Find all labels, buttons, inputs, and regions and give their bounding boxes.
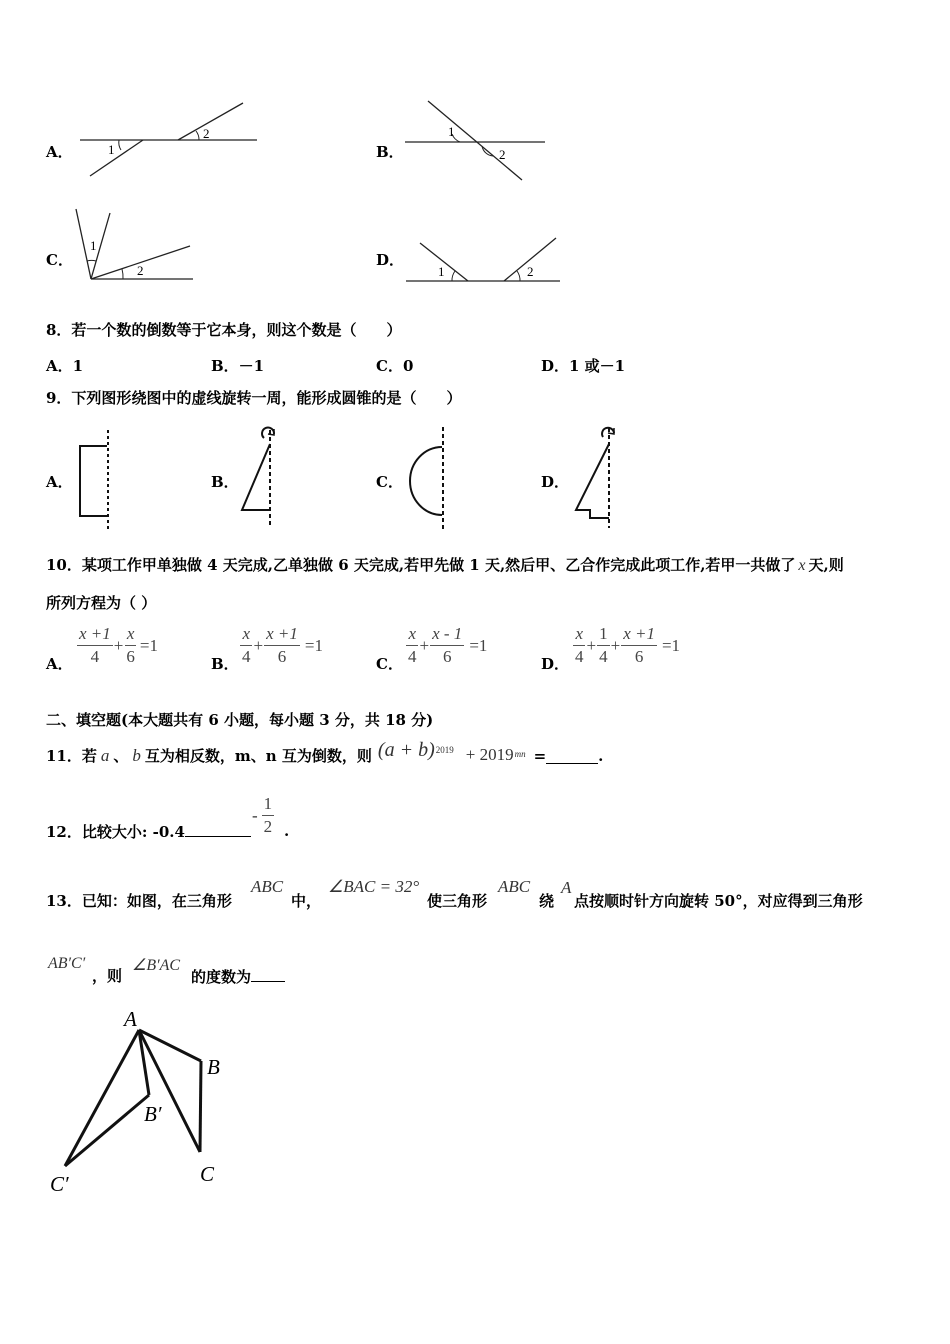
q13-mid3: 绕 — [539, 892, 555, 910]
q13-fig-label-c-prime: C′ — [50, 1172, 69, 1196]
q11-question: 11．若 a 、 b 互为相反数，m、n 互为倒数，则 (a + b) 2019 + 2019 mn = . — [46, 739, 604, 765]
q13-angle-bac: ∠BAC = 32° — [328, 877, 420, 896]
q13-suffix: 的度数为 — [191, 967, 285, 986]
q8-question: 8．若一个数的倒数等于它本身，则这个数是（ ） — [46, 321, 402, 339]
q7a-label-2: 2 — [203, 126, 210, 141]
q9-figure-b-triangle — [234, 424, 284, 532]
q10-equation-d: $\frac{x}{4}$ + $\frac{1}{4}$ + $\frac{x +1}{6}$ =1 — [575, 624, 681, 666]
svg-text:1: 1 — [90, 238, 97, 253]
q9-question: 9．下列图形绕图中的虚线旋转一周，能形成圆锥的是（ ） — [46, 389, 462, 407]
q13-comma: ，则 — [92, 967, 123, 985]
q9-option-a-label: A． — [46, 473, 73, 491]
svg-text:1: 1 — [438, 264, 445, 279]
q12-suffix: . — [284, 822, 290, 840]
q13-prefix: 13．已知：如图，在三角形 — [46, 892, 232, 910]
q12-answer-blank[interactable] — [185, 822, 251, 837]
q10-equation-b: $\frac{x}{4}$ + $\frac{x +1}{6}$ =1 — [242, 624, 323, 666]
q13-triangle-ab'c': AB′C′ — [48, 955, 86, 972]
q8-option-d: D．1 或－1 — [541, 357, 626, 375]
q9-figure-d-polygon — [570, 420, 625, 532]
svg-text:2: 2 — [527, 264, 534, 279]
q13-fig-label-c: C — [200, 1162, 215, 1186]
q10-equation-a: $\frac{x +1}{4}$ + $\frac{x}{6}$ =1 — [79, 624, 158, 666]
q13-mid1: 中， — [291, 892, 322, 910]
q12-question: 12．比较大小: -0.4 — [46, 822, 251, 841]
q10-question-line2: 所列方程为（ ） — [46, 594, 157, 612]
q9-option-b-label: B． — [211, 473, 239, 491]
q7-figure-d — [400, 232, 565, 287]
q8-option-b: B．－1 — [211, 357, 265, 375]
q12-fraction: - $\frac{1}{2}$ — [252, 794, 273, 836]
q9-figure-a-rectangle — [74, 428, 119, 532]
q13-mid2: 使三角形 — [427, 892, 488, 910]
q7-figure-a — [75, 98, 265, 183]
q8-option-a: A．1 — [46, 357, 84, 375]
q11-answer-blank[interactable] — [546, 749, 598, 764]
q13-fig-label-a: A — [124, 1007, 137, 1031]
q7-figure-b — [400, 98, 550, 183]
q13-answer-blank[interactable] — [251, 967, 285, 982]
svg-text:2: 2 — [499, 147, 506, 162]
q13-fig-label-b: B — [207, 1055, 220, 1079]
q9-figure-c-semicircle — [404, 425, 454, 532]
q10-equation-c: $\frac{x}{4}$ + $\frac{x - 1}{6}$ =1 — [408, 624, 488, 666]
q9-option-d-label: D． — [541, 473, 570, 491]
q8-option-c: C．0 — [376, 357, 414, 375]
q10-option-d-label: D． — [541, 655, 570, 673]
q13-fig-label-b-prime: B′ — [144, 1102, 162, 1126]
q11-expression: (a + b) 2019 + 2019 mn — [377, 739, 526, 764]
q7a-arc-2 — [196, 131, 199, 140]
q13-rotation-figure — [40, 1000, 240, 1200]
q13-mid4: 点按顺时针方向旋转 50°，对应得到三角形 — [574, 892, 863, 910]
q9-option-c-label: C． — [376, 473, 403, 491]
q7a-label-1: 1 — [108, 142, 115, 157]
q10-option-b-label: B． — [211, 655, 239, 673]
q13-angle-b'ac: ∠B′AC — [132, 957, 181, 974]
svg-text:2: 2 — [137, 263, 144, 278]
svg-text:1: 1 — [448, 124, 455, 139]
q7-option-b-label: B． — [376, 143, 404, 161]
q10-question-line1: 10．某项工作甲单独做 4 天完成,乙单独做 6 天完成,若甲先做 1 天,然后甲、乙合作完成此项工作,若甲一共做了 x 天,则 — [46, 556, 844, 574]
q7a-transversal-right — [178, 103, 243, 140]
q7-figure-c — [70, 205, 200, 285]
q13-var-a: A — [561, 878, 572, 897]
q10-var-x: x — [798, 557, 806, 574]
q7-option-d-label: D． — [376, 251, 405, 269]
q7a-transversal-left — [90, 140, 143, 176]
q7-option-a-label: A． — [46, 143, 73, 161]
q7a-arc-1 — [119, 140, 121, 150]
q13-abc-2: ABC — [498, 877, 531, 896]
q7-option-c-label: C． — [46, 251, 73, 269]
q10-option-a-label: A． — [46, 655, 73, 673]
section2-heading: 二、填空题(本大题共有 6 小题，每小题 3 分，共 18 分) — [46, 711, 434, 729]
q10-option-c-label: C． — [376, 655, 403, 673]
q13-abc-1: ABC — [251, 877, 284, 896]
